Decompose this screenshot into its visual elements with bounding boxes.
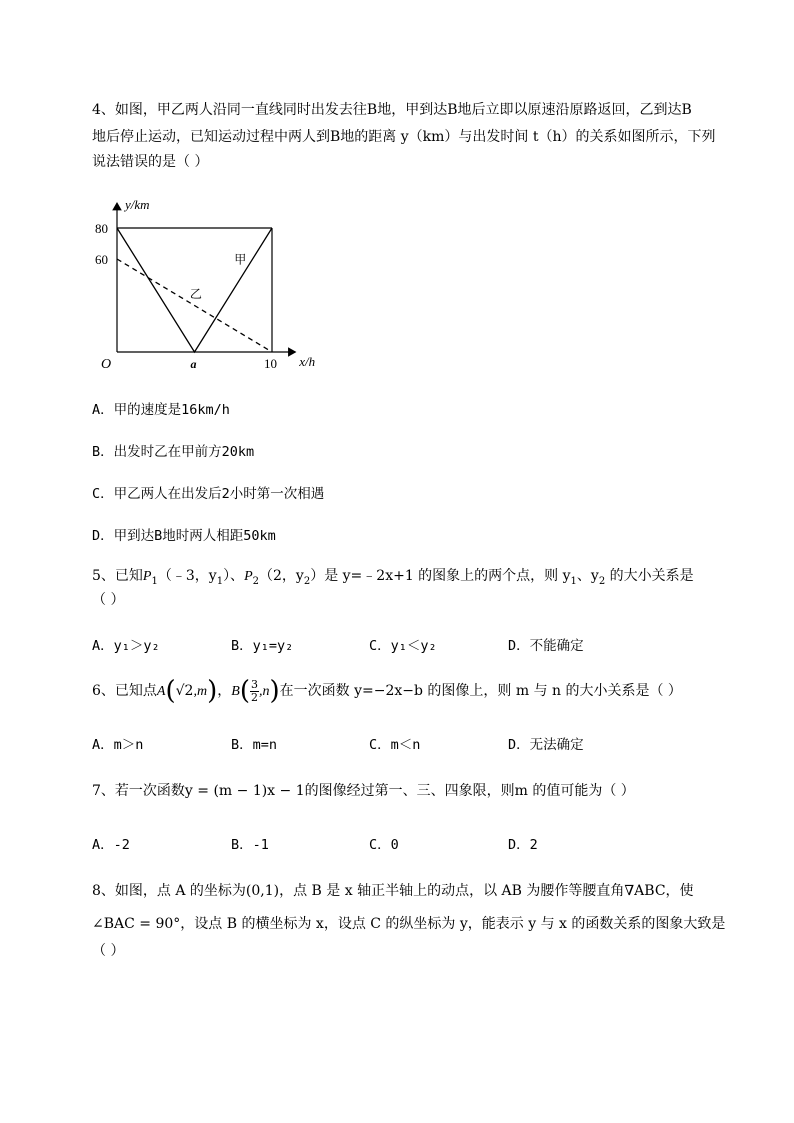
series-label-jia: 甲 [234, 252, 247, 267]
q4-option-c[interactable]: C．甲乙两人在出发后2小时第一次相遇 [92, 486, 325, 502]
q5-option-d[interactable]: D．不能确定 [508, 638, 584, 654]
x-axis-label: x/h [299, 354, 316, 369]
q6-option-c[interactable]: C．m＜n [369, 737, 421, 753]
x-tick-label: a [190, 357, 197, 371]
q8-stem-line-1: 8、如图，点 A 的坐标为(0,1)，点 B 是 x 轴正半轴上的动点，以 AB 为腰作等腰直角∇ABC，使 [92, 883, 694, 899]
q4-graph [80, 190, 340, 380]
q4-stem-line-3: 说法错误的是（ ） [92, 154, 209, 170]
q5-stem-line-1: 5、已知$P_1(﹣3$，$y_1$）、$P_2(2$，$y_2$）是 y=﹣2x+1 的图象上的两个点，则 $y_1$、$y_2$ 的大小关系是 [92, 568, 694, 587]
q5-option-c[interactable]: C．y₁＜y₂ [369, 638, 437, 654]
q4-stem-line-2: 地后停止运动，已知运动过程中两人到B地的距离 y（km）与出发时间 t（h）的关系如图所示，下列 [92, 129, 716, 145]
x-tick-label: 10 [264, 356, 277, 371]
series-label-yi: 乙 [189, 286, 202, 301]
q4-option-b[interactable]: B．出发时乙在甲前方20km [92, 444, 255, 460]
q6-option-a[interactable]: A．m＞n [92, 737, 144, 753]
q4-option-d[interactable]: D．甲到达B地时两人相距50km [92, 528, 276, 544]
q7-option-a[interactable]: A．-2 [92, 837, 130, 853]
q4-option-a[interactable]: A．甲的速度是16km/h [92, 402, 230, 418]
q5-option-b[interactable]: B．y₁=y₂ [231, 638, 294, 654]
q6-option-b[interactable]: B．m=n [231, 737, 278, 753]
q7-option-d[interactable]: D．2 [508, 837, 538, 853]
q8-stem-line-3: （ ） [92, 943, 125, 959]
series-line-yi [117, 259, 272, 352]
y-tick-label: 80 [95, 221, 108, 236]
y-tick-label: 60 [95, 252, 108, 267]
q5-stem-line-2: （ ） [92, 592, 125, 608]
origin-label: O [101, 357, 112, 372]
q7-option-c[interactable]: C．0 [369, 837, 399, 853]
q4-stem-line-1: 4、如图，甲乙两人沿同一直线同时出发去往B地，甲到达B地后立即以原速沿原路返回，乙到达B [92, 102, 692, 118]
fraction: $\frac{3}{2}$ [250, 677, 258, 704]
q5-option-a[interactable]: A．y₁＞y₂ [92, 638, 160, 654]
q7-option-b[interactable]: B．-1 [231, 837, 269, 853]
q6-option-d[interactable]: D．无法确定 [508, 737, 584, 753]
q7-stem: 7、若一次函数y = (m − 1)x − 1的图像经过第一、三、四象限，则m 的值可能为（ ） [92, 783, 635, 799]
q6-stem: 6、已知点A(√2,m)，B( $\frac{3}{2}$ ,n)在一次函数 y=−2x−b 的图像上，则 m 与 n 的大小关系是（ ） [92, 676, 682, 706]
y-axis-label: y/km [125, 197, 150, 213]
q8-stem-line-2: ∠BAC = 90°，设点 B 的横坐标为 x，设点 C 的纵坐标为 y，能表示 y 与 x 的函数关系的图象大致是 [92, 916, 726, 932]
